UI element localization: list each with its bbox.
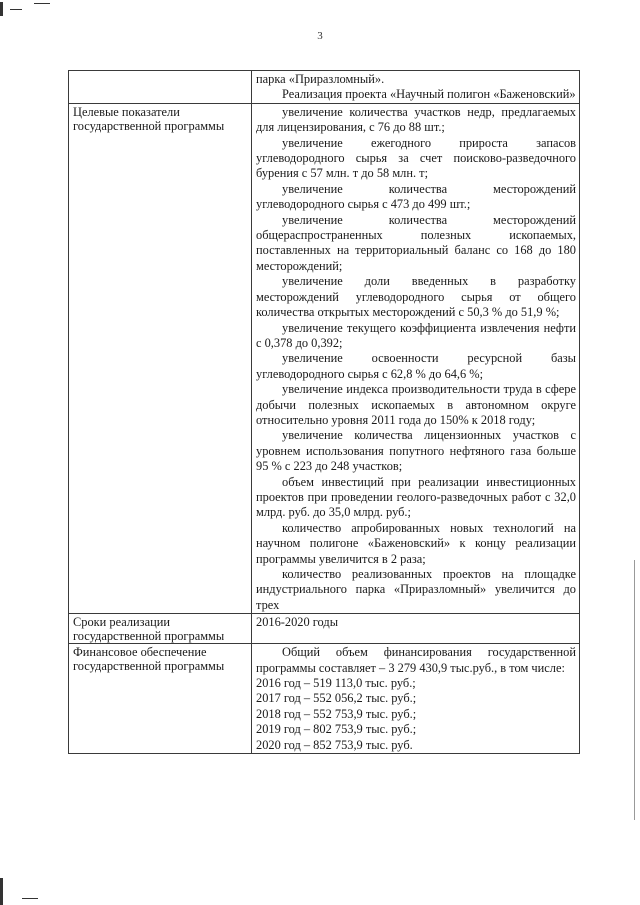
period-value: 2016-2020 годы (256, 615, 339, 630)
scan-mark-bottom-dash (22, 898, 38, 899)
indicator-item: увеличение освоенности ресурсной базы углеводородного сырья с 62,8 % до 64,6 %; (256, 351, 576, 381)
row-label: Целевые показатели государственной программы (69, 103, 252, 613)
indicator-item: увеличение количества участков недр, предлагаемых для лицензирования, с 76 до 88 шт.; (256, 104, 576, 135)
indicator-item: увеличение количества лицензионных участков с уровнем использования попутного нефтяного газа больше 95 % с 223 до 248 участков; (256, 428, 576, 474)
indicator-item: количество реализованных проектов на площадке индустриального парка «Приразломный» увеличится до трех (256, 567, 576, 612)
scan-mark-right-edge (634, 560, 635, 820)
financing-year-line: 2018 год – 552 753,9 тыс. руб.; (256, 706, 417, 721)
indicator-item: объем инвестиций при реализации инвестиционных проектов при проведении геолого-разведочных работ с 32,0 млрд. руб. до 35,0 млрд. руб.; (256, 474, 576, 520)
row-label: Сроки реализации государственной программы (69, 614, 252, 644)
table-row-target-indicators (69, 103, 580, 613)
row-content (252, 644, 580, 754)
scan-mark-top-dash (34, 3, 50, 4)
page-number: 3 (317, 30, 323, 42)
scan-mark-top-dash-2 (10, 9, 22, 10)
financing-year-line: 2019 год – 802 753,9 тыс. руб.; (256, 722, 417, 737)
row-label (69, 71, 252, 104)
scan-mark-bottom-left (0, 878, 3, 905)
indicator-item: увеличение текущего коэффициента извлечения нефти с 0,378 до 0,392; (256, 320, 576, 350)
table-row-implementation-period (69, 614, 580, 644)
indicator-item: увеличение доли введенных в разработку месторождений углеводородного сырья от общего количества открытых месторождений с 50,3 % до 51,9 %; (256, 274, 576, 320)
indicator-item: увеличение индекса производительности труда в сфере добычи полезных ископаемых в автономном округе относительно уровня 2011 года до 150% к 2018 году; (256, 382, 576, 427)
row-content (252, 614, 580, 644)
indicator-item: увеличение количества месторождений углеводородного сырья с 473 до 499 шт.; (256, 181, 576, 212)
program-passport-table (68, 70, 580, 754)
scan-mark-top-left (0, 2, 3, 16)
paragraph: парка «Приразломный». (256, 72, 385, 86)
table-row-financing (69, 644, 580, 754)
financing-year-line: 2020 год – 852 753,9 тыс. руб. (256, 737, 413, 752)
paragraph: Реализация проекта «Научный полигон «Баженовский» (282, 87, 576, 102)
indicator-item: увеличение ежегодного прироста запасов углеводородного сырья за счет поисково-разведочного бурения с 57 млн. т до 58 млн. т; (256, 135, 576, 181)
financing-year-line: 2017 год – 552 056,2 тыс. руб.; (256, 691, 417, 706)
indicator-item: увеличение количества месторождений общераспространенных полезных ископаемых, поставленных на территориальный баланс со 168 до 180 месторождений; (256, 212, 576, 273)
row-label: Финансовое обеспечение государственной программы (69, 644, 252, 754)
indicator-item: количество апробированных новых технологий на научном полигоне «Баженовский» к концу реализации программы увеличится в 2 раза; (256, 520, 576, 566)
financing-total: Общий объем финансирования государственной программы составляет – 3 279 430,9 тыс.руб., в том числе: (256, 645, 576, 675)
financing-year-line: 2016 год – 519 113,0 тыс. руб.; (256, 676, 416, 691)
table-row-continuation (69, 71, 580, 104)
row-content (252, 103, 580, 613)
row-content (252, 71, 580, 104)
